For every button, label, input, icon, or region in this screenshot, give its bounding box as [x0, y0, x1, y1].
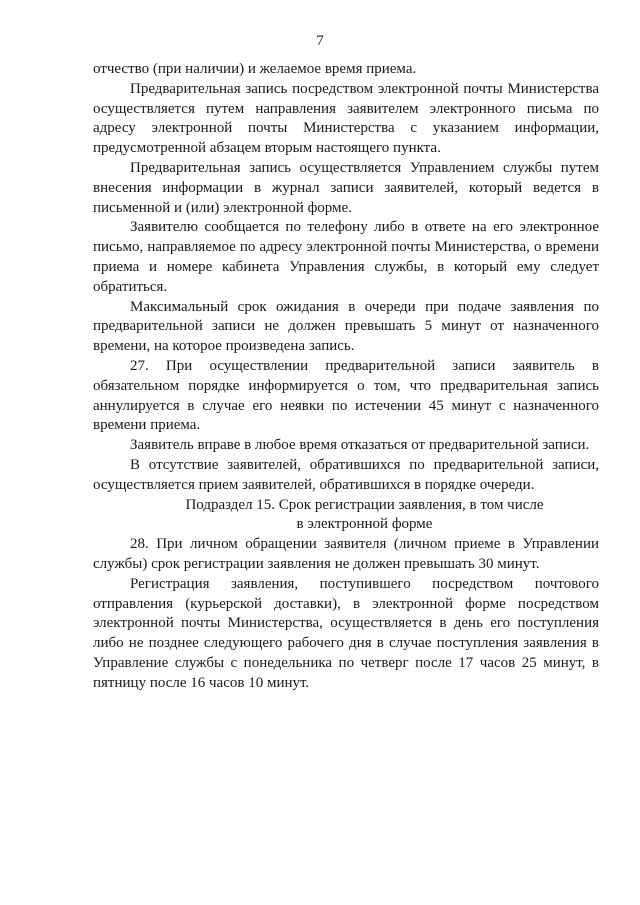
paragraph-queue-reception: В отсутствие заявителей, обратившихся по предварительной записи, осуществляется прием заявителей, обратившихся в порядке очереди.: [93, 456, 599, 493]
paragraph-max-wait-time: Максимальный срок ожидания в очереди при подаче заявления по предварительной записи не должен превышать 5 минут от назначенного времени, на которое произведена запись.: [93, 298, 599, 355]
section-heading-line-2: в электронной форме: [296, 516, 433, 533]
paragraph-cancel-booking: Заявитель вправе в любое время отказаться от предварительной записи.: [130, 437, 590, 454]
paragraph-item-28: 28. При личном обращении заявителя (личном приеме в Управлении службы) срок регистрации заявления не должен превышать 30 минут.: [93, 536, 599, 572]
paragraph-item-27: 27. При осуществлении предварительной записи заявитель в обязательном порядке информируется о том, что предварительная запись аннулируется в случае его неявки по истечении 45 минут с назначенного времени приема.: [93, 357, 599, 434]
paragraph-registration-terms: Регистрация заявления, поступившего посредством почтового отправления (курьерской доставки), в электронной форме посредством электронной почты Министерства, осуществляется в день его поступления либо не позднее следующего рабочего дня в случае поступления заявления в Управление службы с понедельника по четверг после 17 часов 25 минут, в пятницу после 16 часов 10 минут.: [93, 575, 599, 691]
page-number: 7: [316, 33, 324, 49]
paragraph-applicant-notification: Заявителю сообщается по телефону либо в ответе на его электронное письмо, направляемое по адресу электронной почты Министерства, о времени приема и номере кабинета Управления службы, в который ему следует обратиться.: [93, 219, 599, 295]
paragraph-booking-journal: Предварительная запись осуществляется Управлением службы путем внесения информации в журнал записи заявителей, который ведется в письменной и (или) электронной форме.: [93, 159, 599, 216]
document-body: [93, 60, 599, 694]
paragraph-continuation: отчество (при наличии) и желаемое время приема.: [93, 61, 417, 77]
section-heading: [93, 496, 599, 536]
section-heading-line-1: Подраздел 15. Срок регистрации заявления, в том числе: [185, 496, 544, 513]
paragraph-email-booking: Предварительная запись посредством электронной почты Министерства осуществляется путем направления заявителем электронного письма по адресу электронной почты Министерства с указанием информации, предусмотренной абзацем вторым настоящего пункта.: [93, 80, 599, 157]
